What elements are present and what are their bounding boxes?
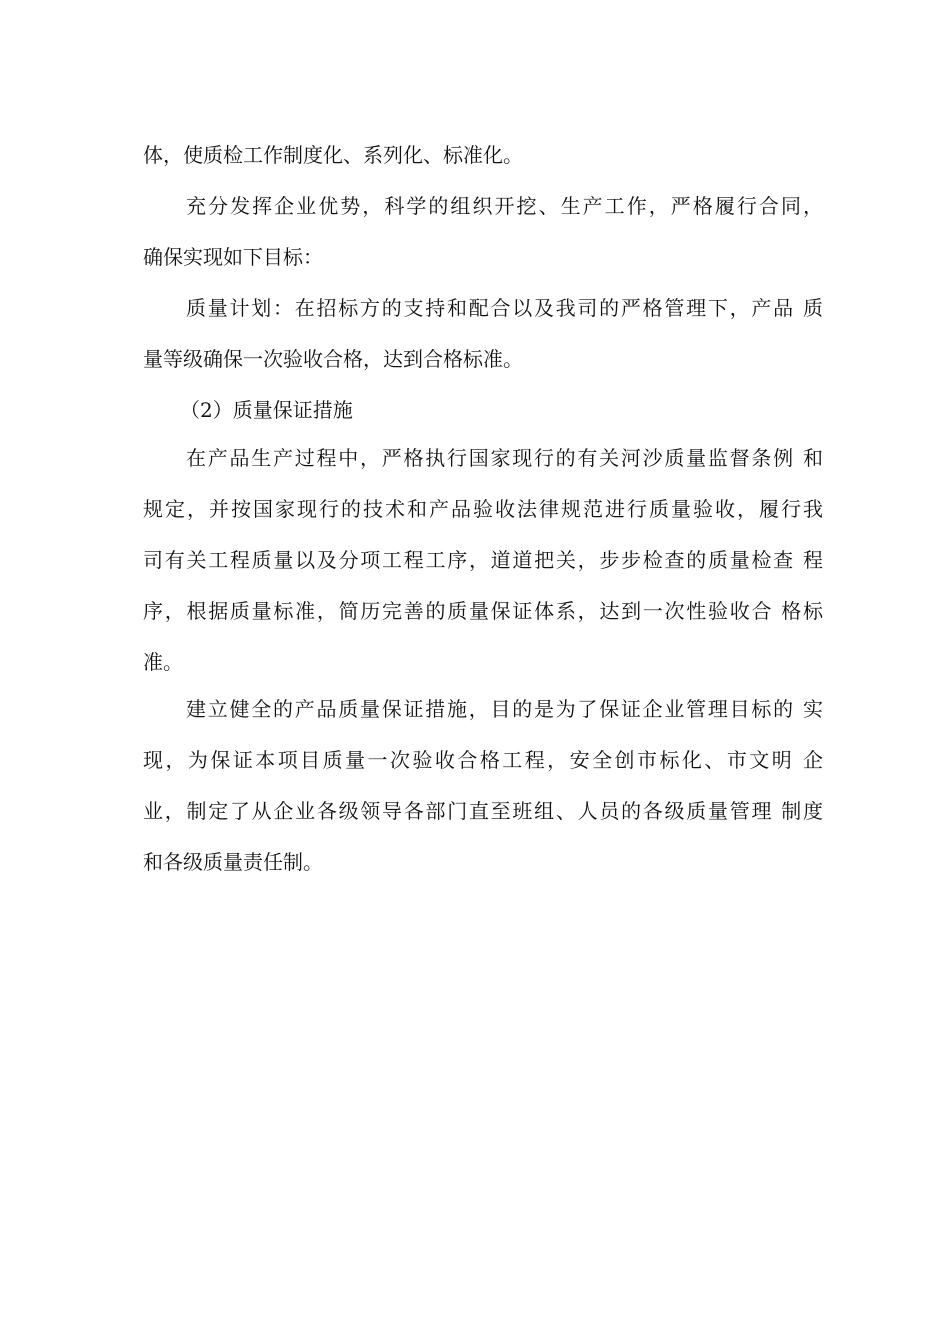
paragraph-line: 业，制定了从企业各级领导各部门直至班组、人员的各级质量管理 制度 [143, 799, 823, 823]
paragraph-line: 准。 [143, 650, 183, 674]
paragraph-line: 序，根据质量标准，简历完善的质量保证体系，达到一次性验收合 格标 [143, 599, 823, 623]
paragraph-line: 司有关工程质量以及分项工程工序，道道把关，步步检查的质量检查 程 [143, 548, 823, 572]
paragraph-line: 现，为保证本项目质量一次验收合格工程，安全创市标化、市文明 企 [143, 748, 823, 772]
section-heading: （2）质量保证措施 [180, 398, 353, 422]
paragraph-line: 充分发挥企业优势，科学的组织开挖、生产工作，严格履行合同， [186, 194, 823, 218]
paragraph-line: 质量计划：在招标方的支持和配合以及我司的严格管理下，产品 质 [186, 296, 823, 320]
paragraph-line: 在产品生产过程中，严格执行国家现行的有关河沙质量监督条例 和 [186, 446, 823, 470]
paragraph-line: 确保实现如下目标： [143, 245, 323, 269]
paragraph-line: 体，使质检工作制度化、系列化、标准化。 [143, 143, 523, 167]
paragraph-line: 建立健全的产品质量保证措施，目的是为了保证企业管理目标的 实 [186, 697, 823, 721]
paragraph-line: 和各级质量责任制。 [143, 850, 323, 874]
paragraph-line: 量等级确保一次验收合格，达到合格标准。 [143, 347, 523, 371]
paragraph-line: 规定，并按国家现行的技术和产品验收法律规范进行质量验收，履行我 [143, 497, 823, 521]
